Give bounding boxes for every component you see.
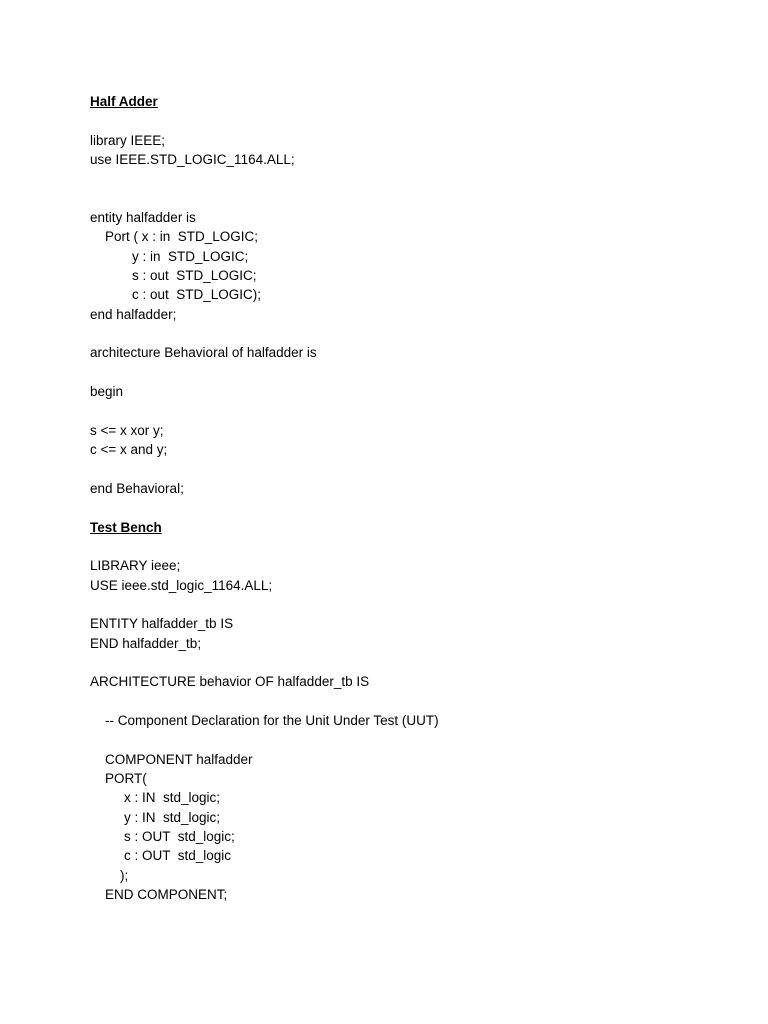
tb-line-entity: ENTITY halfadder_tb IS [90,616,234,632]
code-line-assign-c: c <= x and y; [90,442,168,458]
blank-line [90,169,730,188]
tb-line-end-entity: END halfadder_tb; [90,635,202,651]
tb-line-port-s: s : OUT std_logic; [124,829,235,845]
blank-line [90,402,730,421]
blank-line [90,189,730,208]
code-line-assign-s: s <= x xor y; [90,422,164,438]
tb-line-component: COMPONENT halfadder [105,751,253,767]
tb-line-port-x: x : IN std_logic; [124,790,221,806]
tb-line-library: LIBRARY ieee; [90,558,181,574]
code-line-end-entity: end halfadder; [90,306,177,322]
blank-line [90,498,730,517]
tb-line-port-y: y : IN std_logic; [124,809,221,825]
tb-line-end-component: END COMPONENT; [105,887,228,903]
code-line-end-architecture: end Behavioral; [90,480,184,496]
blank-line [90,653,730,672]
code-line-entity: entity halfadder is [90,210,196,226]
blank-line [90,111,730,130]
blank-line [90,324,730,343]
document-page [90,92,730,904]
blank-line [90,363,730,382]
code-line-port-s: s : out STD_LOGIC; [132,268,257,284]
tb-line-comment: -- Component Declaration for the Unit Under Test (UUT) [105,713,439,728]
blank-line [90,730,730,749]
tb-line-use: USE ieee.std_logic_1164.ALL; [90,577,273,593]
blank-line [90,460,730,479]
code-line-port-y: y : in STD_LOGIC; [132,248,249,264]
tb-line-port-c: c : OUT std_logic [124,848,232,864]
blank-line [90,537,730,556]
tb-line-port-close: ); [120,867,129,883]
blank-line [90,595,730,614]
test-bench-heading: Test Bench [90,519,162,535]
code-line-begin: begin [90,384,124,400]
code-line-architecture: architecture Behavioral of halfadder is [90,345,317,361]
code-line-library: library IEEE; [90,132,166,148]
code-line-port-x: Port ( x : in STD_LOGIC; [105,229,259,245]
code-line-port-c: c : out STD_LOGIC); [132,287,262,303]
blank-line [90,692,730,711]
tb-line-architecture: ARCHITECTURE behavior OF halfadder_tb IS [90,674,370,690]
code-line-use: use IEEE.STD_LOGIC_1164.ALL; [90,152,295,168]
tb-line-port: PORT( [105,771,147,787]
half-adder-heading: Half Adder [90,94,158,109]
